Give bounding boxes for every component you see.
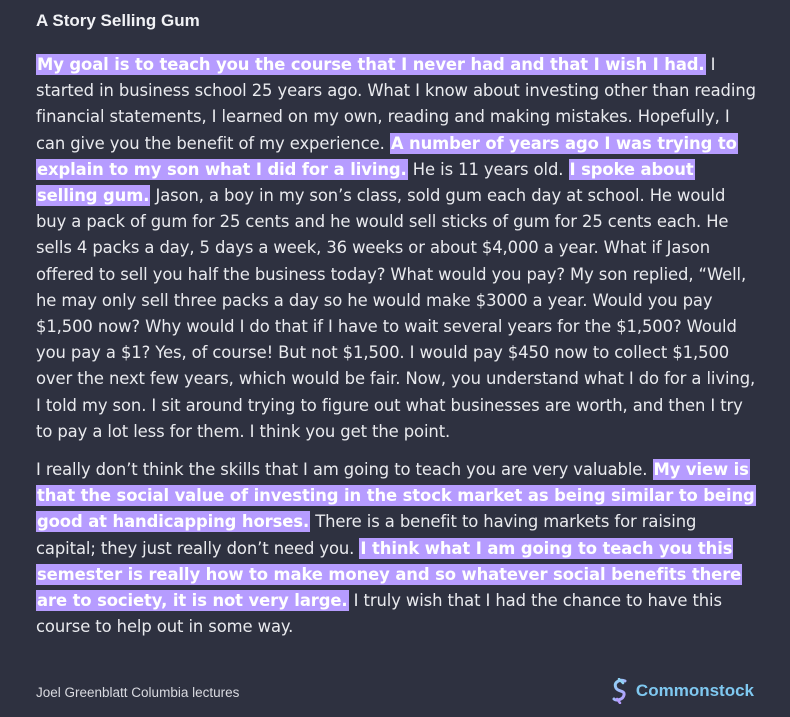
highlighted-text: A number of years ago I was trying to explain to my son what I did for a living. [37,133,737,179]
highlighted-text: I think what I am going to teach you this semester is really how to make money and so whatever social benefits there are to society, it is not very large. [37,538,742,611]
highlighted-text: My view is that the social value of investing in the stock market as being similar to being good at handicapping horses. [37,460,755,532]
highlighted-text: I spoke about selling gum. [37,159,694,206]
post-title: A Story Selling Gum [36,11,200,30]
brand-name: Commonstock [635,681,754,700]
body-text: I really don’t think the skills that I am going to teach you are very valuable. [36,460,653,480]
body-text: He is 11 years old. [407,159,569,179]
body-text: I truly wish that I had the chance to have this course to help out in some way. [36,591,722,637]
body-text: Jason, a boy in my son’s class, sold gum each day at school. He would buy a pack of gum for 25 cents and he would sell sticks of gum for 25 cents each. He sells 4 packs a day, 5 days a week, 36 weeks or about $4,000 a year. What if Jason offered to sell you half the business today? What would you pay? My son replied, “Well, he may only sell three packs a day so he would make $3000 a year. Would you pay $1,500 now? Why would I do that if I have to wait several years for the $1,500? Would you pay a $1? Yes, of course! But not $1,500. I would pay $450 now to collect $1,500 over the next few years, which would be fair. Now, you understand what I do for a living, I told my son. I sit around trying to figure out what businesses are worth, and then I try to pay a lot less for them. I think you get the point. [36,186,756,441]
highlighted-text: My goal is to teach you the course that I never had and that I wish I had. [37,55,705,74]
brand-link[interactable] [610,678,754,704]
paragraph [36,457,758,640]
paragraph [36,52,758,445]
body-text: There is a benefit to having markets for raising capital; they just really don’t need you. [36,512,697,558]
source-attribution: Joel Greenblatt Columbia lectures [36,685,240,700]
commonstock-logo-icon [610,678,630,704]
body-text: I started in business school 25 years ago. What I know about investing other than reading financial statements, I learned on my own, reading and making mistakes. Hopefully, I can give you the benefit of my experience. [36,55,756,153]
post-card [36,12,758,640]
